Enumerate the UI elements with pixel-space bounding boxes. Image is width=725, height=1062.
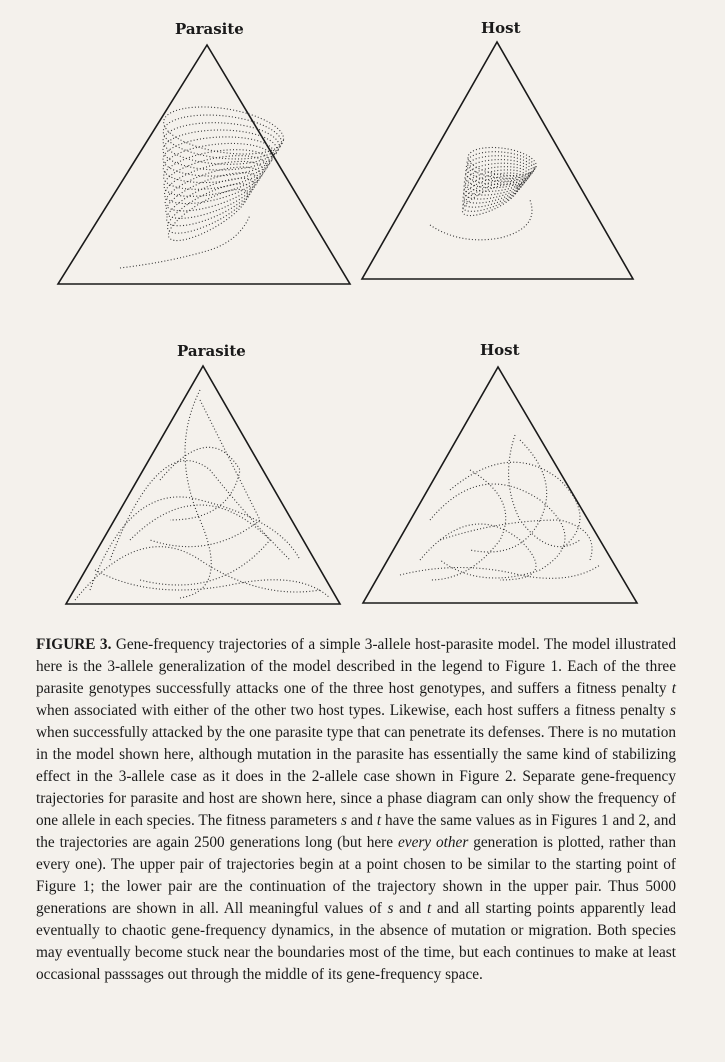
caption-italic: t bbox=[426, 900, 432, 917]
figure-caption bbox=[36, 634, 676, 986]
caption-text: and bbox=[393, 900, 427, 917]
panel-title-host-upper: Host bbox=[481, 19, 521, 37]
panel-title-parasite-lower: Parasite bbox=[177, 342, 246, 360]
caption-italic: t bbox=[671, 680, 676, 697]
caption-text: when successfully attacked by the one parasite type that can penetrate its defenses. There is no mutation in the model shown here, although mutation in the parasite has essentially the same kind of stabilizing effect in the 3-allele case as it does in the 2-allele case shown in Figure 2. Separate gene-frequency trajectories for parasite and host are shown here, since a phase diagram can only show the frequency of one allele in each species. The fitness parameters bbox=[36, 724, 676, 829]
caption-italic: s bbox=[387, 900, 394, 917]
panel-title-parasite-upper: Parasite bbox=[175, 20, 244, 38]
figure-label: FIGURE 3. bbox=[36, 636, 112, 653]
caption-italic: s bbox=[340, 812, 347, 829]
caption-italic: t bbox=[376, 812, 382, 829]
caption-text: have the same values as in Figures 1 and 2, and the trajectories are again 2500 generations long (but here bbox=[36, 812, 677, 851]
caption-italic: every other bbox=[397, 834, 469, 851]
caption-text: when associated with either of the other two host types. Likewise, each host suffers a fitness penalty bbox=[36, 702, 671, 719]
caption-italic: s bbox=[670, 702, 676, 719]
caption-text: and bbox=[346, 812, 377, 829]
caption-text: Gene-frequency trajectories of a simple 3-allele host-parasite model. The model illustrated here is the 3-allele generalization of the model described in the legend to Figure 1. Each of the three parasite genotypes successfully attacks one of the three host genotypes, and suffers a fitness penalty bbox=[36, 636, 676, 697]
caption-text: and all starting points apparently lead eventually to chaotic gene-frequency dynamics, in the absence of mutation or migration. Both species may eventually become stuck near the boundaries most of the time, but each continues to make at least occasional passsages out through the middle of its gene-frequency space. bbox=[36, 900, 676, 983]
panel-title-host-lower: Host bbox=[480, 341, 520, 359]
caption-text: generation is plotted, rather than every one). The upper pair of trajectories begin at a point chosen to be similar to the starting point of Figure 1; the lower pair are the continuation of the trajectory shown in the upper pair. Thus 5000 generations are shown in all. All meaningful values of bbox=[36, 834, 676, 917]
trajectory-host-lower bbox=[400, 435, 600, 580]
